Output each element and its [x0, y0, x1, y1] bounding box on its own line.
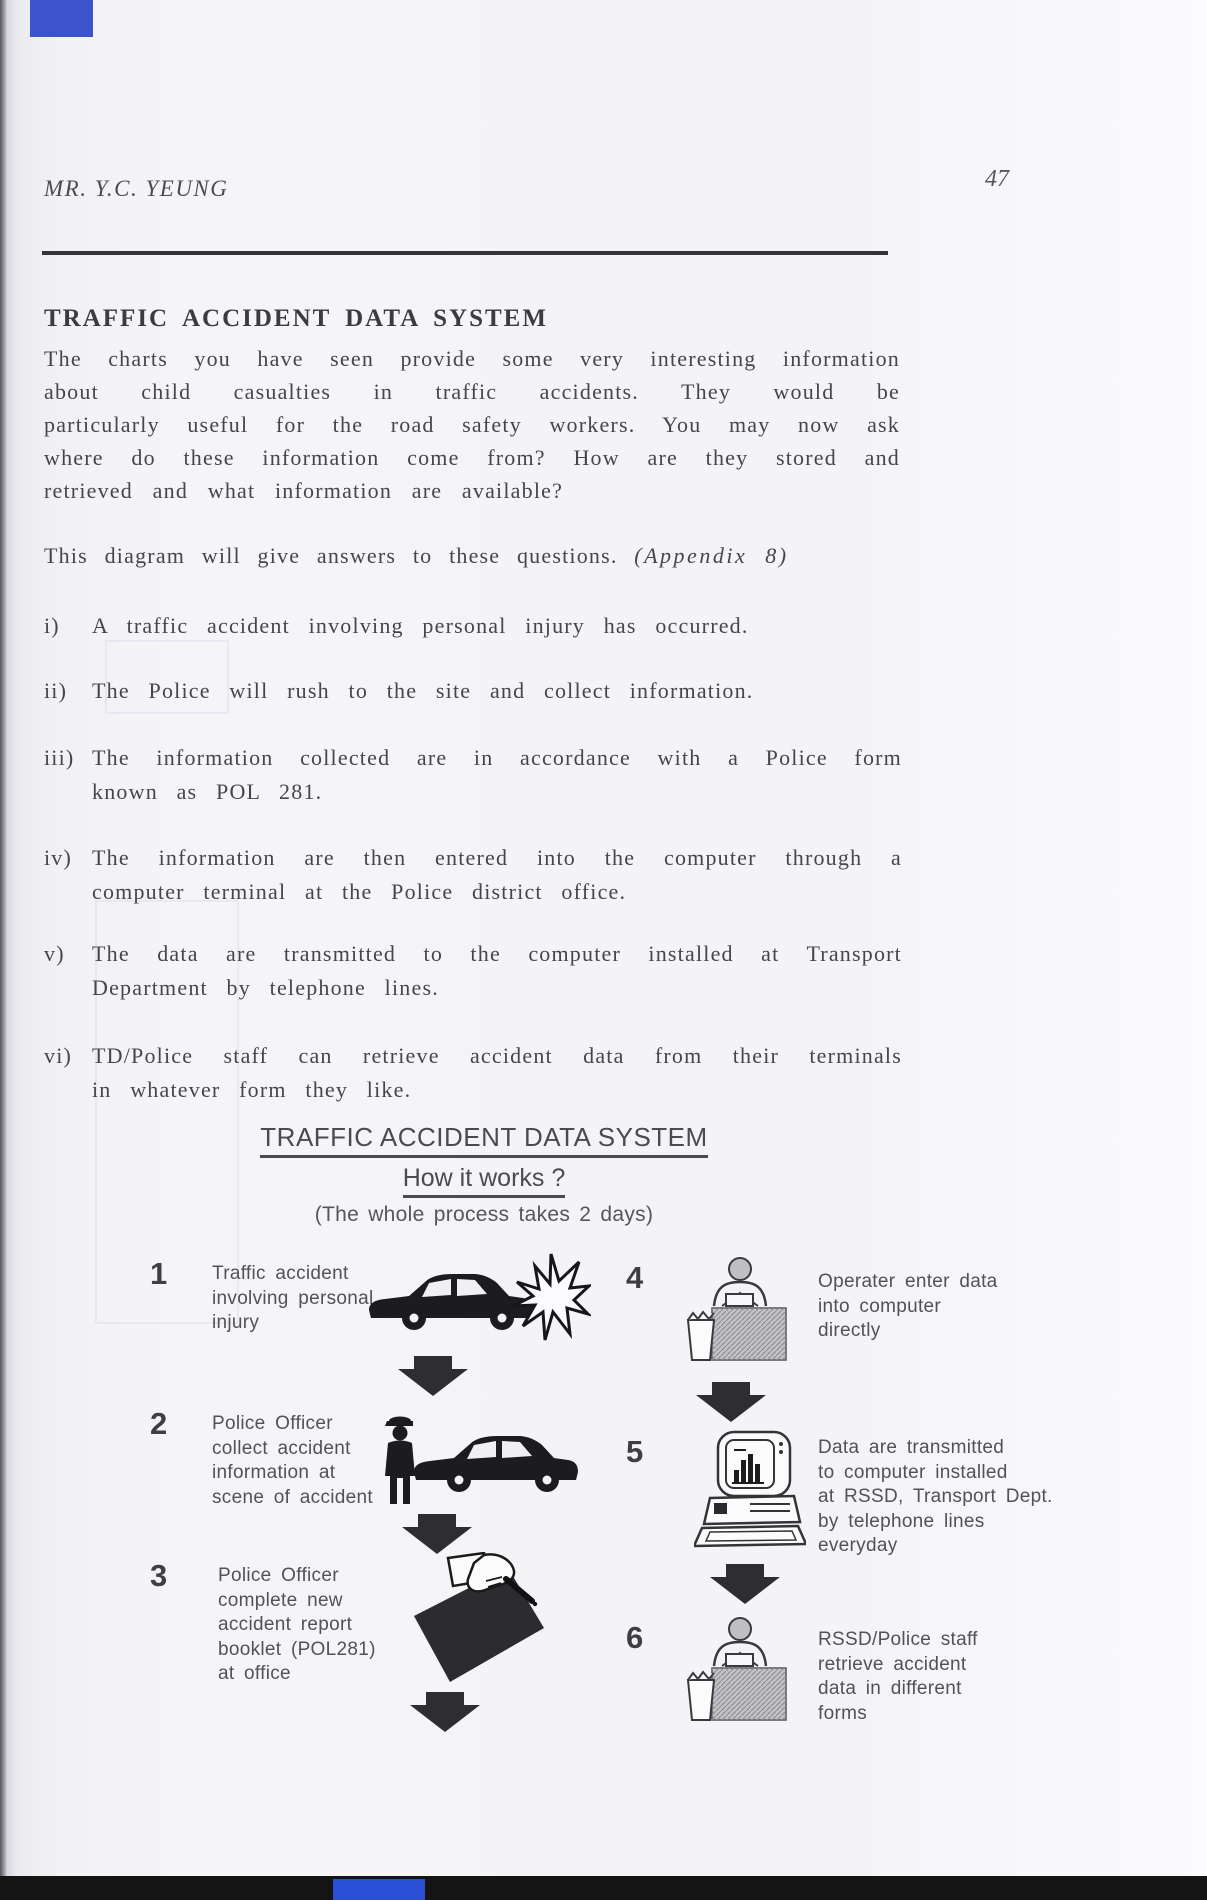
list-marker: v) — [44, 941, 65, 966]
step-3-number: 3 — [150, 1558, 168, 1593]
caption-line: accident report — [218, 1614, 353, 1635]
scan-artifact-blue-bottom — [333, 1879, 425, 1900]
caption-line: into computer — [818, 1295, 942, 1317]
lead-sentence — [44, 543, 789, 569]
caption-line: information at — [212, 1462, 336, 1483]
caption-line: Operater enter data — [818, 1271, 998, 1292]
down-arrow-icon — [696, 1382, 766, 1422]
list-item-iv — [44, 841, 937, 909]
paragraph-line: about child casualties in traffic accidents. They would be — [44, 379, 900, 404]
list-item-vi — [44, 1039, 937, 1107]
list-line: The information are then entered into the computer through a — [92, 845, 902, 870]
caption-line: forms — [818, 1702, 867, 1724]
list-line: A traffic accident involving personal injury has occurred. — [92, 613, 749, 638]
police-officer-car-icon — [376, 1414, 580, 1510]
down-arrow-icon — [402, 1514, 472, 1554]
list-line: known as POL 281. — [92, 779, 323, 804]
caption-line: Traffic accident — [212, 1263, 349, 1284]
caption-line: at RSSD, Transport Dept. — [818, 1486, 1053, 1507]
caption-line: retrieve accident — [818, 1653, 967, 1675]
list-line: Department by telephone lines. — [92, 975, 439, 1000]
list-line: The data are transmitted to the computer installed at Transport — [92, 941, 902, 966]
intro-paragraph — [44, 342, 900, 507]
step-5-caption — [818, 1436, 1068, 1559]
list-line: in whatever form they like. — [92, 1077, 412, 1102]
scan-bottom-edge — [0, 1876, 1207, 1900]
caption-line: collect accident — [212, 1437, 351, 1459]
list-marker: iii) — [44, 745, 75, 770]
operator-desk-icon — [666, 1256, 796, 1368]
lead-text: This diagram will give answers to these questions. — [44, 543, 618, 568]
down-arrow-icon — [410, 1692, 480, 1732]
step-1-number: 1 — [150, 1256, 168, 1291]
caption-line: involving personal — [212, 1287, 374, 1309]
caption-line: everyday — [818, 1535, 898, 1556]
computer-terminal-icon — [694, 1430, 806, 1550]
list-marker: iv) — [44, 845, 73, 870]
step-3-caption — [218, 1564, 403, 1687]
caption-line: by telephone lines — [818, 1510, 985, 1532]
appendix-reference: (Appendix 8) — [634, 543, 789, 568]
step-2-number: 2 — [150, 1406, 168, 1441]
list-marker: vi) — [44, 1043, 73, 1068]
section-title: TRAFFIC ACCIDENT DATA SYSTEM — [44, 305, 548, 332]
list-item-iii — [44, 741, 937, 809]
down-arrow-icon — [710, 1564, 780, 1604]
caption-line: to computer installed — [818, 1461, 1008, 1483]
page-number: 47 — [985, 166, 1009, 192]
caption-line: complete new — [218, 1589, 343, 1611]
page-header-author: MR. Y.C. YEUNG — [44, 176, 229, 201]
diagram-note: (The whole process takes 2 days) — [314, 1203, 654, 1226]
staff-desk-icon — [666, 1616, 796, 1728]
caption-line: Data are transmitted — [818, 1437, 1005, 1458]
list-item-ii — [44, 674, 937, 708]
scan-left-edge — [0, 0, 7, 1900]
caption-line: Police Officer — [212, 1413, 333, 1434]
list-marker: ii) — [44, 678, 68, 703]
diagram-title-text: TRAFFIC ACCIDENT DATA SYSTEM — [260, 1122, 707, 1158]
diagram-title — [44, 1122, 924, 1158]
step-4-caption — [818, 1270, 1068, 1344]
caption-line: directly — [818, 1320, 881, 1341]
list-item-i — [44, 609, 937, 643]
list-line: The information collected are in accordance with a Police form — [92, 745, 902, 770]
caption-line: injury — [212, 1312, 260, 1333]
paragraph-line: particularly useful for the road safety workers. You may now ask — [44, 412, 900, 437]
caption-line: data in different — [818, 1678, 962, 1699]
step-6-number: 6 — [626, 1620, 644, 1655]
down-arrow-icon — [398, 1356, 468, 1396]
paragraph-line: where do these information come from? How are they stored and — [44, 445, 900, 470]
list-line: computer terminal at the Police district office. — [92, 879, 627, 904]
hand-writing-report-icon — [396, 1552, 548, 1690]
step-5-number: 5 — [626, 1434, 644, 1469]
header-rule — [42, 251, 888, 255]
caption-line: scene of accident — [212, 1486, 373, 1508]
diagram-subtitle — [44, 1164, 924, 1198]
caption-line: RSSD/Police staff — [818, 1629, 978, 1650]
list-marker: i) — [44, 613, 60, 638]
list-line: TD/Police staff can retrieve accident data from their terminals — [92, 1043, 902, 1068]
scan-artifact-blue-top — [30, 0, 93, 37]
caption-line: Police Officer — [218, 1565, 339, 1586]
car-crash-icon — [363, 1248, 591, 1348]
step-2-caption — [212, 1412, 397, 1510]
diagram-subtitle-text: How it works ? — [403, 1164, 566, 1198]
list-line: The Police will rush to the site and collect information. — [92, 678, 754, 703]
caption-line: at office — [218, 1663, 291, 1684]
step-6-caption — [818, 1628, 1068, 1726]
caption-line: booklet (POL281) — [218, 1638, 376, 1660]
list-item-v — [44, 937, 937, 1005]
paragraph-line: retrieved and what information are available? — [44, 478, 564, 503]
step-4-number: 4 — [626, 1260, 644, 1295]
paragraph-line: The charts you have seen provide some very interesting information — [44, 346, 900, 371]
